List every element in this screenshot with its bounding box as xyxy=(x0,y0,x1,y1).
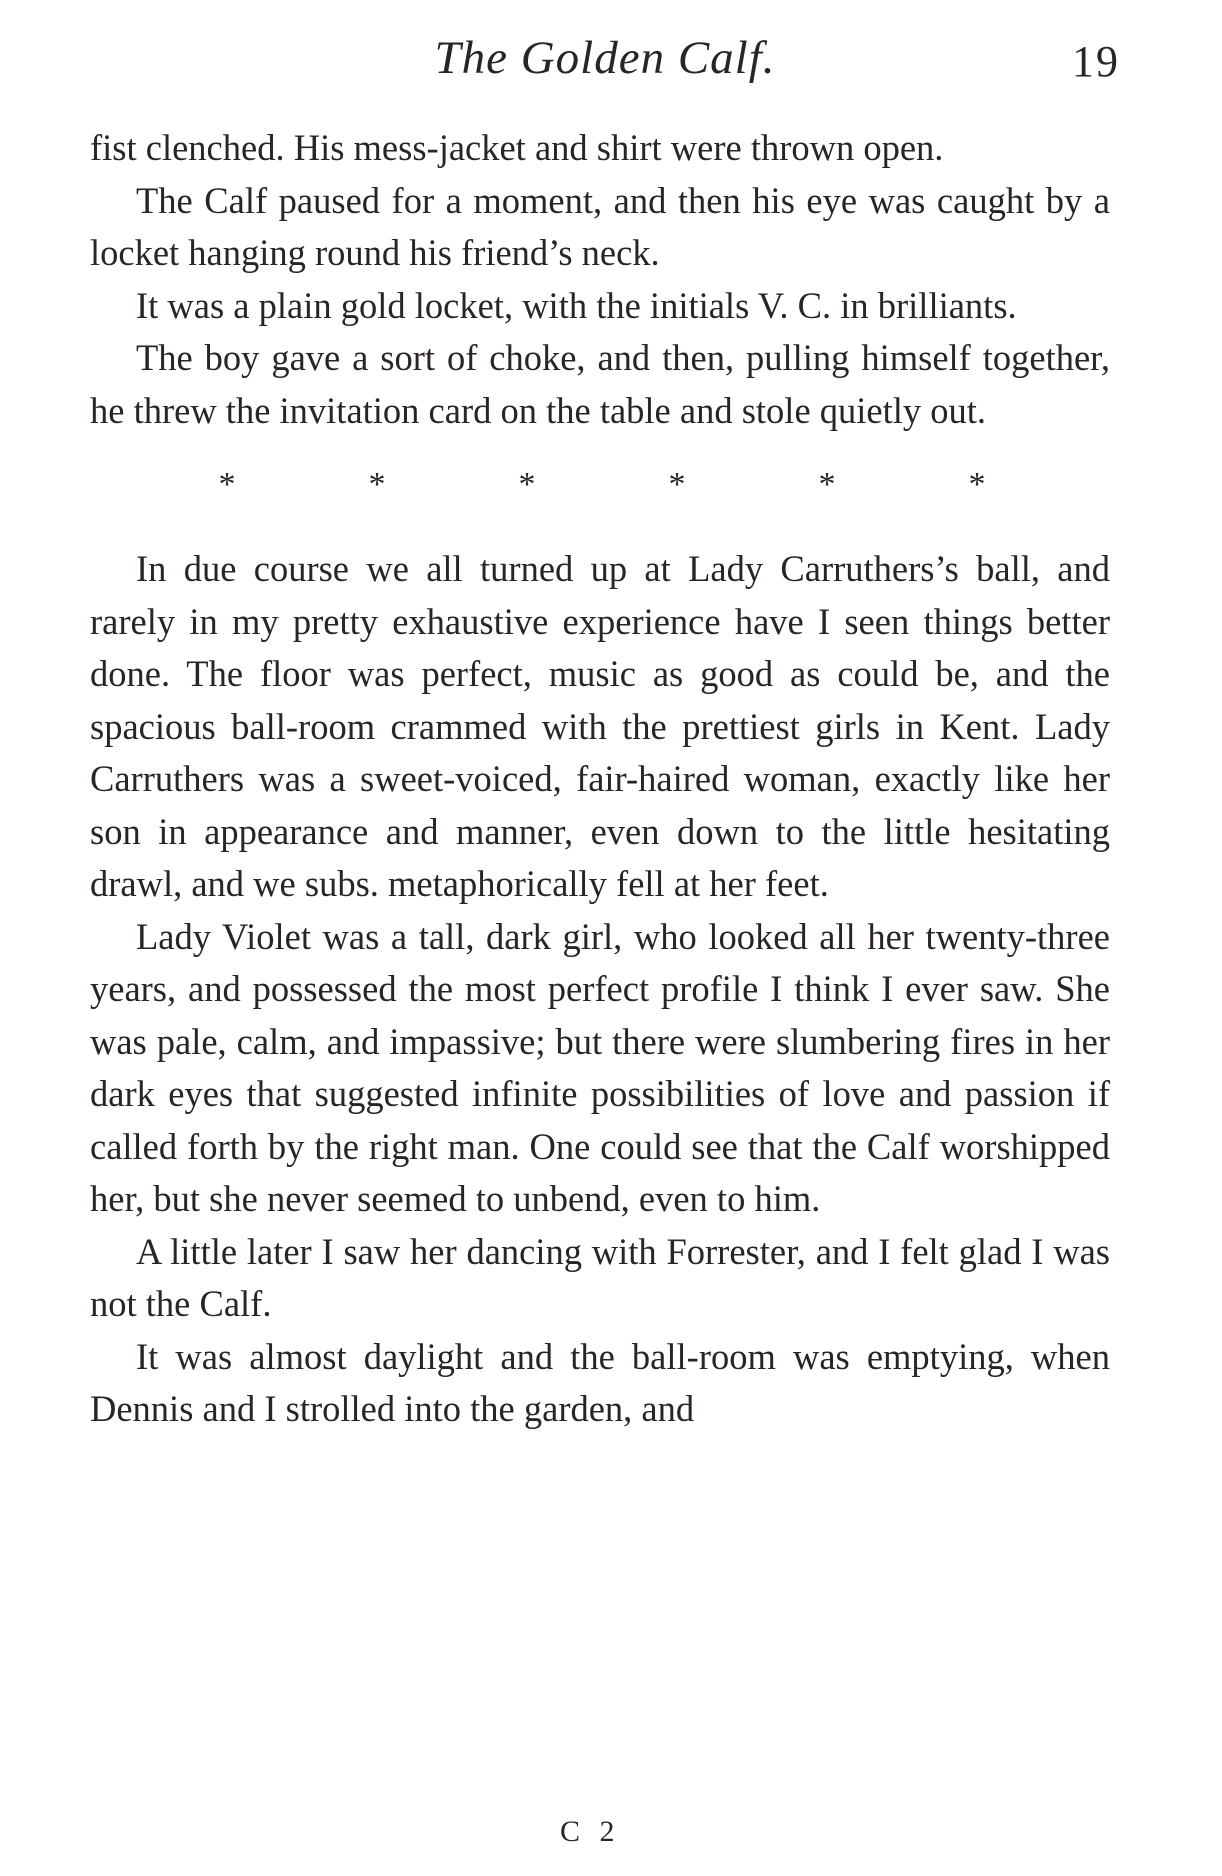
asterisk: * xyxy=(818,466,836,503)
paragraph: A little later I saw her dancing with Forrester, and I felt glad I was not the Calf. xyxy=(90,1230,1110,1324)
asterisk: * xyxy=(968,466,986,503)
paragraph: It was almost daylight and the ball-room was emptying, when Dennis and I strolled into the garden, and xyxy=(90,1335,1110,1429)
asterisk: * xyxy=(518,466,536,503)
section-break xyxy=(212,459,992,511)
paragraph: fist clenched. His mess-jacket and shirt were thrown open. xyxy=(90,127,944,168)
paragraph: The boy gave a sort of choke, and then, pulling himself together, he threw the invitation card on the table and stole quietly out. xyxy=(90,337,1110,431)
asterisk: * xyxy=(218,466,236,503)
running-title: The Golden Calf. xyxy=(434,32,776,84)
asterisk: * xyxy=(368,466,386,503)
paragraph: The Calf paused for a moment, and then his eye was caught by a locket hanging round his friend’s neck. xyxy=(90,179,1110,273)
body-text xyxy=(90,122,1110,1436)
running-head xyxy=(90,28,1120,88)
signature-mark: C 2 xyxy=(560,1815,621,1848)
page-number: 19 xyxy=(1072,37,1120,86)
asterisk: * xyxy=(668,466,686,503)
paragraph: It was a plain gold locket, with the initials V. C. in brilliants. xyxy=(136,284,1017,326)
paragraph: In due course we all turned up at Lady Carruthers’s ball, and rarely in my pretty exhaustive experience have I seen things better done. The floor was perfect, music as good as could be, and the spacious ball-room crammed with the prettiest girls in Kent. Lady Carruthers was a sweet-voiced, fair-haired woman, exactly like her son in appearance and manner, even down to the little hesitating drawl, and we subs. metaphorically fell at her feet. xyxy=(90,548,1110,904)
paragraph: Lady Violet was a tall, dark girl, who looked all her twenty-three years, and possessed the most perfect profile I think I ever saw. She was pale, calm, and impassive; but there were slumbering fires in her dark eyes that suggested infinite possibilities of love and passion if called forth by the right man. One could see that the Calf worshipped her, but she never seemed to unbend, even to him. xyxy=(90,915,1110,1219)
